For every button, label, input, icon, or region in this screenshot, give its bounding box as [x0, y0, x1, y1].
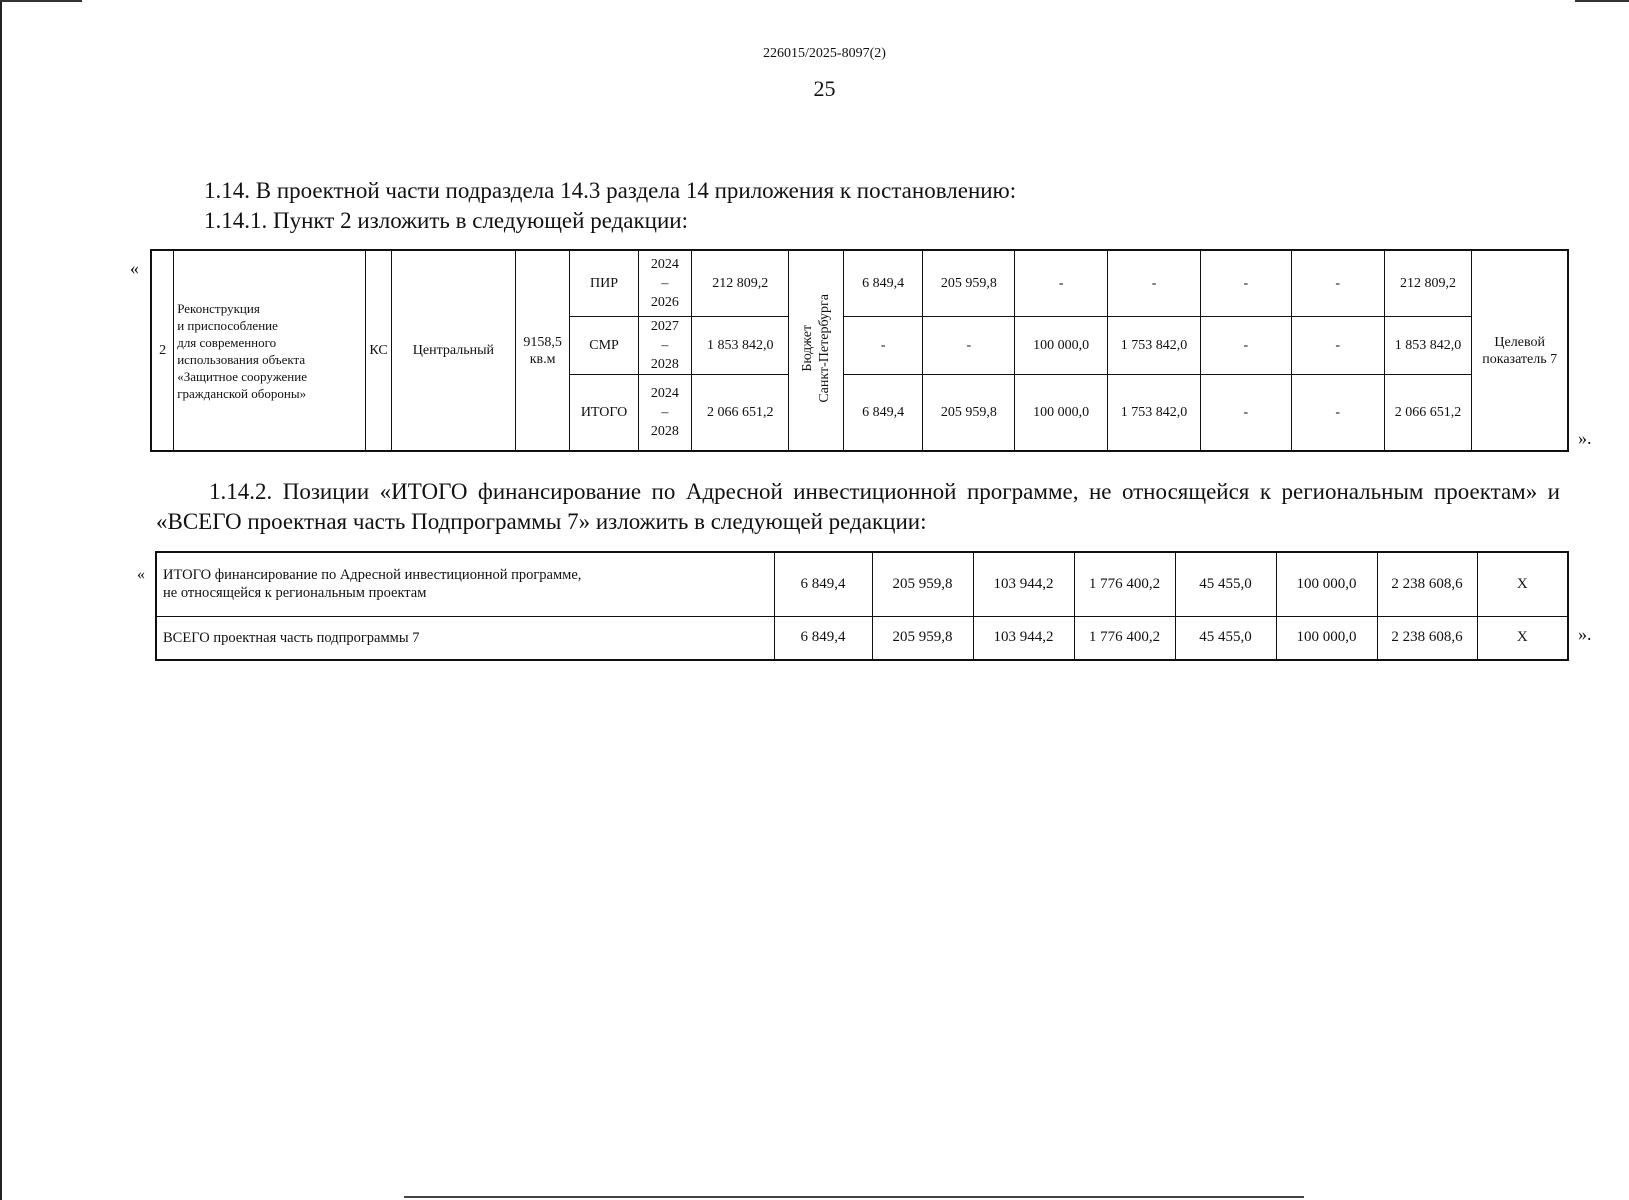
scan-mark-bottom	[404, 1196, 1304, 1198]
value-cell: -	[1200, 316, 1291, 374]
page-number: 25	[813, 76, 836, 101]
quote-close-2: ».	[1578, 624, 1592, 644]
district: Центральный	[391, 250, 515, 451]
indicator-line: Целевой	[1494, 334, 1545, 350]
totals-value: 2 238 608,6	[1377, 616, 1477, 660]
area-unit: кв.м	[529, 351, 556, 367]
year-to: 2026	[650, 294, 679, 310]
object-area	[515, 250, 570, 451]
year-to: 2028	[650, 356, 679, 372]
totals-value: 205 959,8	[872, 552, 973, 616]
value-cell: -	[1200, 250, 1291, 316]
object-name	[174, 250, 366, 451]
area-value: 9158,5	[523, 334, 562, 350]
totals-value: Х	[1477, 616, 1568, 660]
totals-value: 103 944,2	[973, 616, 1074, 660]
totals-value: 100 000,0	[1276, 552, 1377, 616]
value-cell: 205 959,8	[923, 250, 1015, 316]
document-number: 226015/2025-8097(2)	[763, 46, 886, 61]
table-row-pir	[151, 250, 1568, 316]
totals-value: 2 238 608,6	[1377, 552, 1477, 616]
value-cell: 1 753 842,0	[1108, 316, 1201, 374]
value-cell: 6 849,4	[843, 250, 922, 316]
period-cell	[638, 316, 692, 374]
indicator-line: показатель 7	[1482, 351, 1558, 367]
totals-value: 45 455,0	[1175, 552, 1276, 616]
paragraph-1-14-1: 1.14.1. Пункт 2 изложить в следующей редакции:	[204, 208, 688, 233]
totals-table	[155, 551, 1569, 661]
value-cell: -	[843, 316, 922, 374]
value-cell: -	[1291, 250, 1384, 316]
quote-open-2: «	[137, 566, 145, 583]
value-cell: -	[923, 316, 1015, 374]
scan-mark-top-left	[0, 0, 82, 2]
year-from: 2024	[650, 385, 679, 401]
paragraph-1-14: 1.14. В проектной части подраздела 14.3 раздела 14 приложения к постановлению:	[204, 178, 1017, 203]
year-from: 2027	[650, 318, 679, 334]
totals-row-itogo	[156, 552, 1568, 616]
totals-label-line: не относящейся к региональным проектам	[163, 585, 427, 602]
totals-value: 1 776 400,2	[1074, 616, 1175, 660]
object-name-line: и приспособление	[177, 317, 278, 333]
stage-cell: СМР	[570, 316, 638, 374]
year-from: 2024	[650, 256, 679, 272]
year-to: 2028	[650, 423, 679, 439]
quote-open-1: «	[130, 258, 139, 278]
row-number: 2	[151, 250, 174, 451]
value-cell: 100 000,0	[1015, 374, 1108, 451]
funding-source-text	[799, 294, 833, 403]
totals-label-line: ИТОГО финансирование по Адресной инвестиционной программе,	[163, 567, 582, 584]
total-cell: 212 809,2	[692, 250, 789, 316]
totals-value: 100 000,0	[1276, 616, 1377, 660]
total-cell: 2 066 651,2	[692, 374, 789, 451]
target-indicator	[1472, 250, 1568, 451]
value-cell: -	[1108, 250, 1201, 316]
stage-cell: ПИР	[570, 250, 638, 316]
value-cell: -	[1291, 374, 1384, 451]
totals-value: 6 849,4	[774, 552, 872, 616]
funding-source-line: Санкт-Петербурга	[817, 293, 833, 403]
value-cell: 6 849,4	[843, 374, 922, 451]
totals-value: 6 849,4	[774, 616, 872, 660]
object-name-line: гражданской обороны»	[177, 385, 307, 401]
object-name-line: Реконструкция	[177, 300, 260, 316]
totals-label	[156, 616, 774, 660]
object-name-line: «Защитное сооружение	[177, 368, 307, 384]
value-cell: -	[1291, 316, 1384, 374]
value-cell: 205 959,8	[923, 374, 1015, 451]
sum-cell: 212 809,2	[1384, 250, 1472, 316]
year-dash: –	[661, 337, 669, 353]
totals-value: 205 959,8	[872, 616, 973, 660]
totals-value: 103 944,2	[973, 552, 1074, 616]
value-cell: 1 753 842,0	[1108, 374, 1201, 451]
year-dash: –	[661, 275, 669, 291]
period-cell	[638, 374, 692, 451]
scan-edge	[0, 0, 2, 1200]
object-name-line: для современного	[177, 334, 277, 350]
sum-cell: 1 853 842,0	[1384, 316, 1472, 374]
sum-cell: 2 066 651,2	[1384, 374, 1472, 451]
totals-label-line: ВСЕГО проектная часть подпрограммы 7	[163, 629, 420, 646]
funding-source-line: Бюджет	[800, 324, 816, 372]
totals-row-vsego	[156, 616, 1568, 660]
scan-mark-top-right	[1575, 0, 1629, 2]
quote-close-1: ».	[1578, 428, 1592, 448]
funding-source	[789, 250, 844, 451]
value-cell: 100 000,0	[1015, 316, 1108, 374]
paragraph-1-14-2: 1.14.2. Позиции «ИТОГО финансирование по Адресной инвестиционной программе, не относящейся к региональным проектам» и «ВСЕГО проектная часть Подпрограммы 7» изложить в следующей редакции:	[156, 479, 1560, 534]
year-dash: –	[661, 404, 669, 420]
totals-value: 45 455,0	[1175, 616, 1276, 660]
investment-table-item-2	[150, 249, 1569, 452]
period-cell	[638, 250, 692, 316]
totals-value: 1 776 400,2	[1074, 552, 1175, 616]
totals-value: Х	[1477, 552, 1568, 616]
totals-label	[156, 552, 774, 616]
value-cell: -	[1200, 374, 1291, 451]
object-name-line: использования объекта	[177, 351, 306, 367]
stage-cell: ИТОГО	[570, 374, 638, 451]
value-cell: -	[1015, 250, 1108, 316]
total-cell: 1 853 842,0	[692, 316, 789, 374]
object-type: КС	[366, 250, 392, 451]
